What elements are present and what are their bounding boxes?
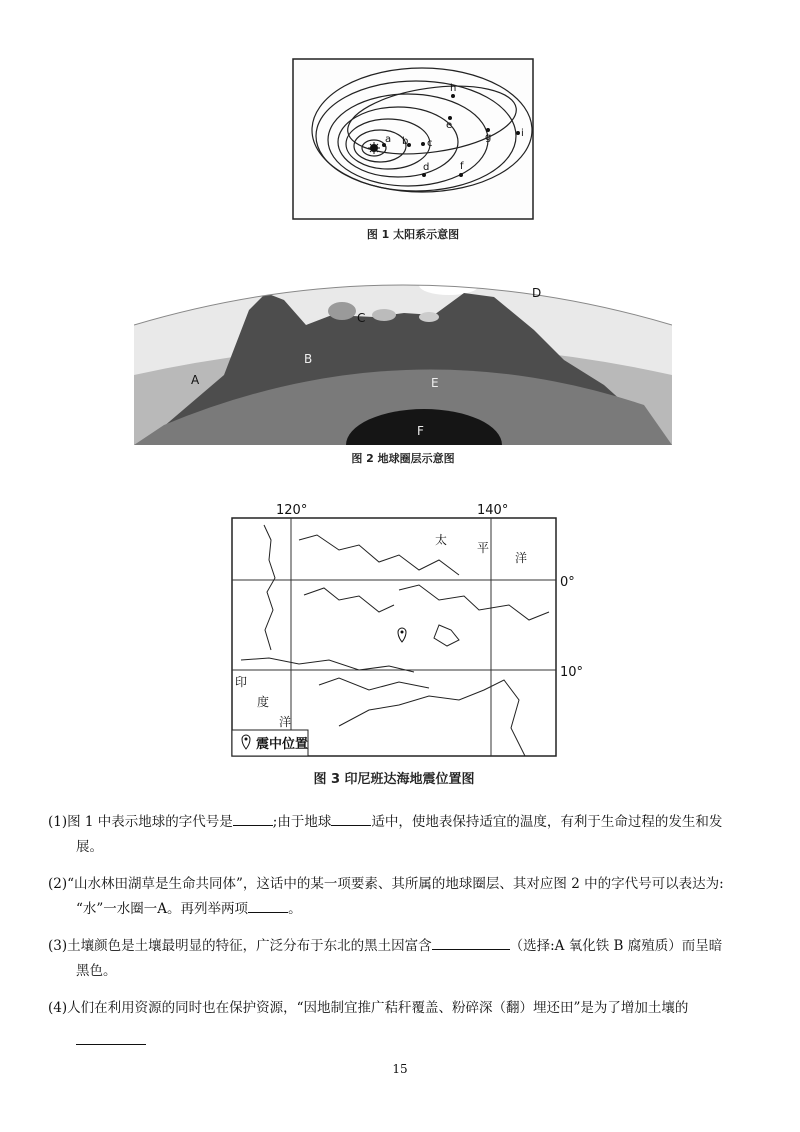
fig2-label: F [417,424,424,438]
ocean-label: 太 [435,533,448,547]
fig2-label: E [431,376,439,390]
fig2-label: A [191,373,200,387]
question-2: (2)“山水林田湖草是生命共同体”，这话中的某一项要素、其所属的地球圈层、其对应图 2 中的字代号可以表达为: “水”一水圈一A。再列举两项 。 [48,876,724,917]
fig1-label: f [460,161,464,172]
answer-blank[interactable] [76,1030,146,1045]
page-number: 15 [392,1062,408,1076]
fig2-label: C [357,311,366,325]
answer-blank[interactable] [331,811,371,826]
ocean-label: 洋 [279,715,292,729]
question-number: (2) [48,876,68,892]
question-3: (3)土壤颜色是土壤最明显的特征，广泛分布于东北的黑土因富含 （选择:A 氧化铁 B 腐殖质）而呈暗 黑色。 [48,934,758,984]
ocean-label: 平 [477,541,490,555]
map-legend-label: 震中位置 [256,737,309,752]
question-number: (3) [48,938,68,954]
ocean-label: 印 [235,675,248,689]
fig2-label: D [532,286,542,300]
fig1-label: h [450,83,457,94]
ocean-label: 度 [257,695,270,709]
fig1-label: a [385,134,392,145]
fig1-label: e [446,120,453,131]
question-number: (4) [48,1000,68,1016]
lat-label: 10° [560,665,584,680]
solar-system-diagram [292,58,534,220]
lon-label: 140° [477,503,509,518]
earth-spheres-diagram [134,255,672,445]
fig1-label: i [521,128,524,139]
answer-blank[interactable] [233,811,273,826]
fig1-label: c [427,138,433,149]
answer-blank[interactable] [248,898,288,913]
answer-blank[interactable] [432,935,510,950]
figure-1-caption: 图 1 太阳系示意图 [366,228,460,241]
lon-label: 120° [276,503,308,518]
question-number: (1) [48,814,68,830]
fig1-label: g [485,132,492,143]
ocean-label: 洋 [515,551,528,565]
figure-2-caption: 图 2 地球圈层示意图 [351,452,455,465]
question-1: (1)图 1 中表示地球的字代号是 ;由于地球 适中，使地表保持适宜的温度，有利于生命过程的发生和发 展。 [48,810,758,860]
lat-label: 0° [560,575,575,590]
fig1-label: d [423,162,430,173]
question-4: (4)人们在利用资源的同时也在保护资源，“因地制宜推广秸秆覆盖、粉碎深（翻）埋还田”是为了增加土壤的 [48,996,758,1054]
figure-3-caption: 图 3 印尼班达海地震位置图 [313,772,475,787]
fig1-label: b [402,136,409,147]
fig2-label: B [304,352,313,366]
banda-sea-earthquake-map [229,500,589,760]
